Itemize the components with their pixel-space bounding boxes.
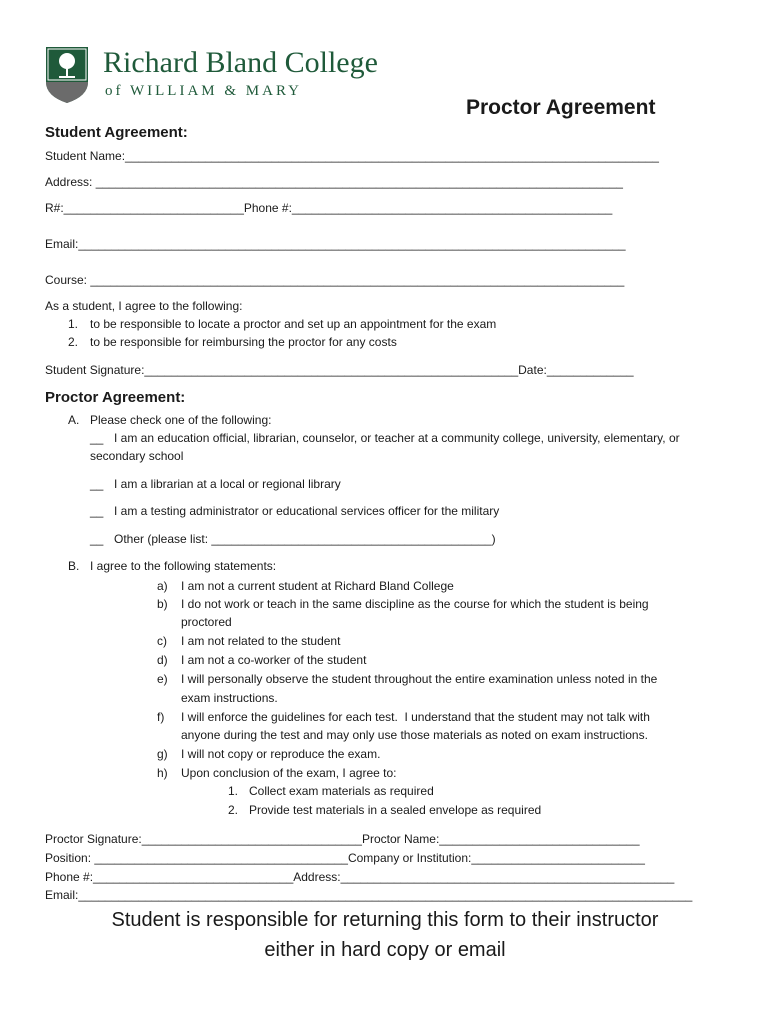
sub-item-number: 2. <box>228 803 239 817</box>
student-item-text: to be responsible to locate a proctor and set up an appointment for the exam <box>90 317 497 331</box>
statement-text: I am not a co-worker of the student <box>181 653 367 667</box>
statement-label: c) <box>157 634 167 648</box>
sub-item-number: 1. <box>228 784 239 798</box>
statement-text: I will not copy or reproduce the exam. <box>181 747 381 761</box>
student-item-text: to be responsible for reimbursing the proctor for any costs <box>90 335 397 349</box>
section-a-text: Please check one of the following: <box>90 413 272 427</box>
statement-text: Upon conclusion of the exam, I agree to: <box>181 766 397 780</box>
r-number-phone-field: R#:___________________________Phone #:________________________________________________ <box>45 201 613 215</box>
option-checkbox-blank: __ <box>90 431 104 445</box>
address-field: Address: _______________________________________________________________________________ <box>45 175 623 189</box>
student-agreement-heading: Student Agreement: <box>45 124 188 141</box>
course-field: Course: ________________________________________________________________________________ <box>45 273 625 287</box>
statement-label: g) <box>157 747 168 761</box>
option-checkbox-blank: __ <box>90 477 104 491</box>
sub-item-text: Collect exam materials as required <box>249 784 434 798</box>
statement-text: I do not work or teach in the same discipline as the course for which the student is being <box>181 597 649 611</box>
footer-notice-line-2: either in hard copy or email <box>264 939 506 961</box>
sub-item-text: Provide test materials in a sealed envelope as required <box>249 803 542 817</box>
proctor-phone-address-field: Phone #:______________________________Address:__________________________________________________ <box>45 870 675 884</box>
proctor-signature-name-field: Proctor Signature:_________________________________Proctor Name:______________________________ <box>45 832 640 846</box>
footer-notice-line-1: Student is responsible for returning this form to their instructor <box>111 909 659 931</box>
proctor-email-field: Email:____________________________________________________________________________________________ <box>45 888 693 902</box>
statement-text: I will personally observe the student throughout the entire examination unless noted in the <box>181 672 658 686</box>
option-text: I am an education official, librarian, counselor, or teacher at a community college, university, elementary, or <box>114 431 680 445</box>
section-a-label: A. <box>68 413 80 427</box>
statement-text: I am not a current student at Richard Bland College <box>181 579 454 593</box>
statement-label: b) <box>157 597 168 611</box>
college-subtitle: of WILLIAM & MARY <box>105 83 302 99</box>
option-text: Other (please list: __________________________________________) <box>114 532 496 546</box>
student-item-number: 1. <box>68 317 79 331</box>
section-b-text: I agree to the following statements: <box>90 559 277 573</box>
statement-text: I am not related to the student <box>181 634 341 648</box>
option-text-continued: secondary school <box>90 449 184 463</box>
statement-label: a) <box>157 579 168 593</box>
statement-label: d) <box>157 653 168 667</box>
proctor-agreement-heading: Proctor Agreement: <box>45 389 186 406</box>
option-text: I am a librarian at a local or regional library <box>114 477 341 491</box>
position-company-field: Position: ______________________________________Company or Institution:__________________________ <box>45 851 645 865</box>
statement-text-continued: proctored <box>181 615 232 629</box>
college-name: Richard Bland College <box>103 46 378 79</box>
student-signature-field: Student Signature:________________________________________________________Date:_____________ <box>45 363 634 377</box>
student-item-number: 2. <box>68 335 79 349</box>
student-email-field: Email:__________________________________________________________________________________ <box>45 237 626 251</box>
option-checkbox-blank: __ <box>90 504 104 518</box>
statement-label: h) <box>157 766 168 780</box>
statement-text-continued: anyone during the test and may only use those materials as noted on exam instructions. <box>181 728 648 742</box>
option-text: I am a testing administrator or educational services officer for the military <box>114 504 500 518</box>
option-checkbox-blank: __ <box>90 532 104 546</box>
statement-label: e) <box>157 672 168 686</box>
section-b-label: B. <box>68 559 80 573</box>
document-title: Proctor Agreement <box>466 96 656 119</box>
student-name-field: Student Name:________________________________________________________________________________ <box>45 149 659 163</box>
student-agree-intro: As a student, I agree to the following: <box>45 299 243 313</box>
college-shield-logo <box>45 46 89 104</box>
statement-text: I will enforce the guidelines for each test. I understand that the student may not talk with <box>181 710 650 724</box>
statement-text-continued: exam instructions. <box>181 691 278 705</box>
statement-label: f) <box>157 710 165 724</box>
